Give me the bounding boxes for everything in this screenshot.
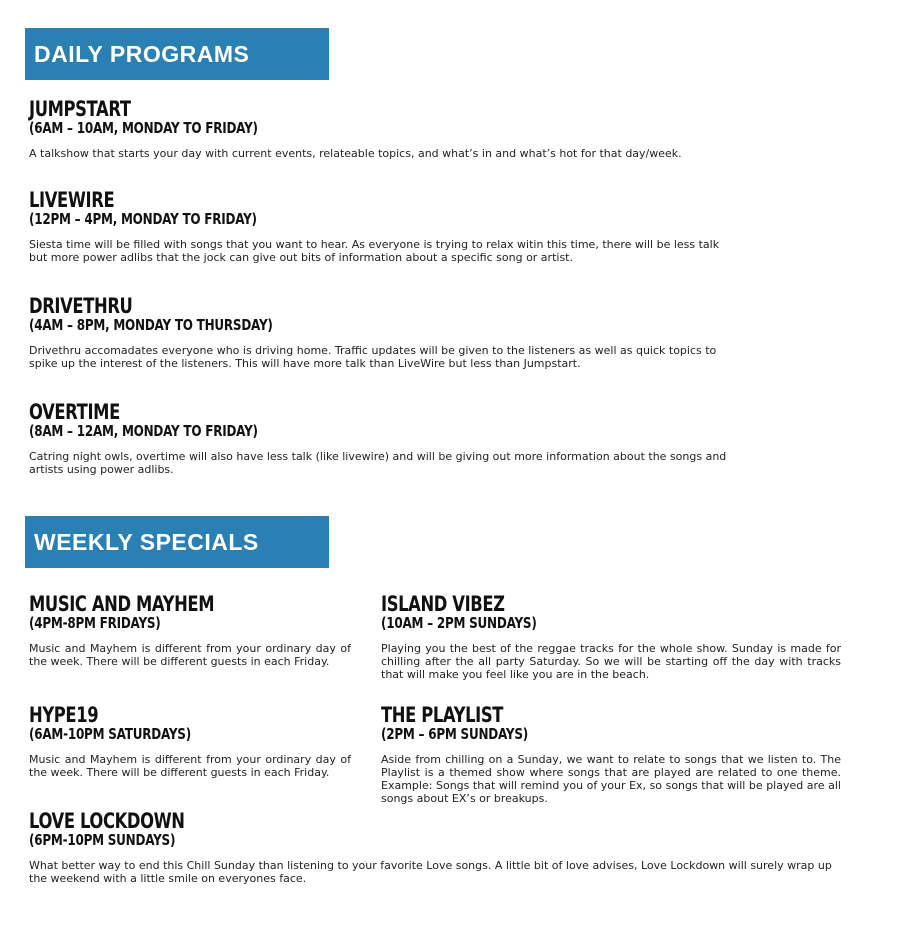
program-title: DRIVETHRU xyxy=(29,294,133,318)
program-description: Aside from chilling on a Sunday, we want to relate to songs that we listen to. The Playlist is a themed show where songs that are played are related to one theme. Example: Songs that will remind you of your Ex, so songs that will be played are all songs about EX’s or breakups. xyxy=(381,753,841,805)
program-schedule: (10AM – 2PM SUNDAYS) xyxy=(381,614,537,632)
program-description: Drivethru accomadates everyone who is driving home. Traffic updates will be given to the listeners as well as quick topics to spike up the interest of the listeners. This will have more talk than LiveWire but less than Jumpstart. xyxy=(29,344,717,370)
program-title: LOVE LOCKDOWN xyxy=(29,809,185,833)
program-schedule: (6PM-10PM SUNDAYS) xyxy=(29,831,176,849)
program-island-vibez xyxy=(381,593,841,681)
program-description: Catring night owls, overtime will also have less talk (like livewire) and will be giving out more information about the songs and artists using power adlibs. xyxy=(29,450,727,476)
program-jumpstart xyxy=(29,98,735,160)
program-title: JUMPSTART xyxy=(29,97,131,121)
daily-programs-banner: DAILY PROGRAMS xyxy=(25,28,329,80)
program-description: Music and Mayhem is different from your ordinary day of the week. There will be different guests in each Friday. xyxy=(29,753,351,779)
program-description: What better way to end this Chill Sunday than listening to your favorite Love songs. A little bit of love advises, Love Lockdown will surely wrap up the weekend with a little smile on everyones face. xyxy=(29,859,832,885)
program-schedule: (6AM – 10AM, MONDAY TO FRIDAY) xyxy=(29,119,258,137)
program-schedule: (2PM – 6PM SUNDAYS) xyxy=(381,725,528,743)
program-drivethru xyxy=(29,295,735,370)
program-the-playlist xyxy=(381,704,841,805)
program-music-and-mayhem xyxy=(29,593,351,668)
program-schedule: (6AM-10PM SATURDAYS) xyxy=(29,725,191,743)
program-title: MUSIC AND MAYHEM xyxy=(29,592,215,616)
program-description: Music and Mayhem is different from your ordinary day of the week. There will be different guests in each Friday. xyxy=(29,642,351,668)
program-schedule: (12PM – 4PM, MONDAY TO FRIDAY) xyxy=(29,210,257,228)
program-description: Siesta time will be filled with songs that you want to hear. As everyone is trying to relax witin this time, there will be less talk but more power adlibs that the jock can give out bits of information about a specific song or artist. xyxy=(29,238,720,264)
program-love-lockdown xyxy=(29,810,841,885)
program-title: LIVEWIRE xyxy=(29,188,115,212)
program-schedule: (4PM-8PM FRIDAYS) xyxy=(29,614,161,632)
program-description: A talkshow that starts your day with current events, relateable topics, and what’s in and what’s hot for that day/week. xyxy=(29,147,682,160)
weekly-specials-banner: WEEKLY SPECIALS xyxy=(25,516,329,568)
program-title: HYPE19 xyxy=(29,703,99,727)
program-livewire xyxy=(29,189,735,264)
program-hype19 xyxy=(29,704,351,779)
program-title: THE PLAYLIST xyxy=(381,703,504,727)
program-title: ISLAND VIBEZ xyxy=(381,592,505,616)
program-schedule: (8AM – 12AM, MONDAY TO FRIDAY) xyxy=(29,422,258,440)
program-title: OVERTIME xyxy=(29,400,120,424)
program-description: Playing you the best of the reggae tracks for the whole show. Sunday is made for chilling after the all party Saturday. So we will be starting off the day with tracks that will make you feel like you are in the beach. xyxy=(381,642,841,681)
program-schedule: (4AM – 8PM, MONDAY TO THURSDAY) xyxy=(29,316,273,334)
program-overtime xyxy=(29,401,735,476)
